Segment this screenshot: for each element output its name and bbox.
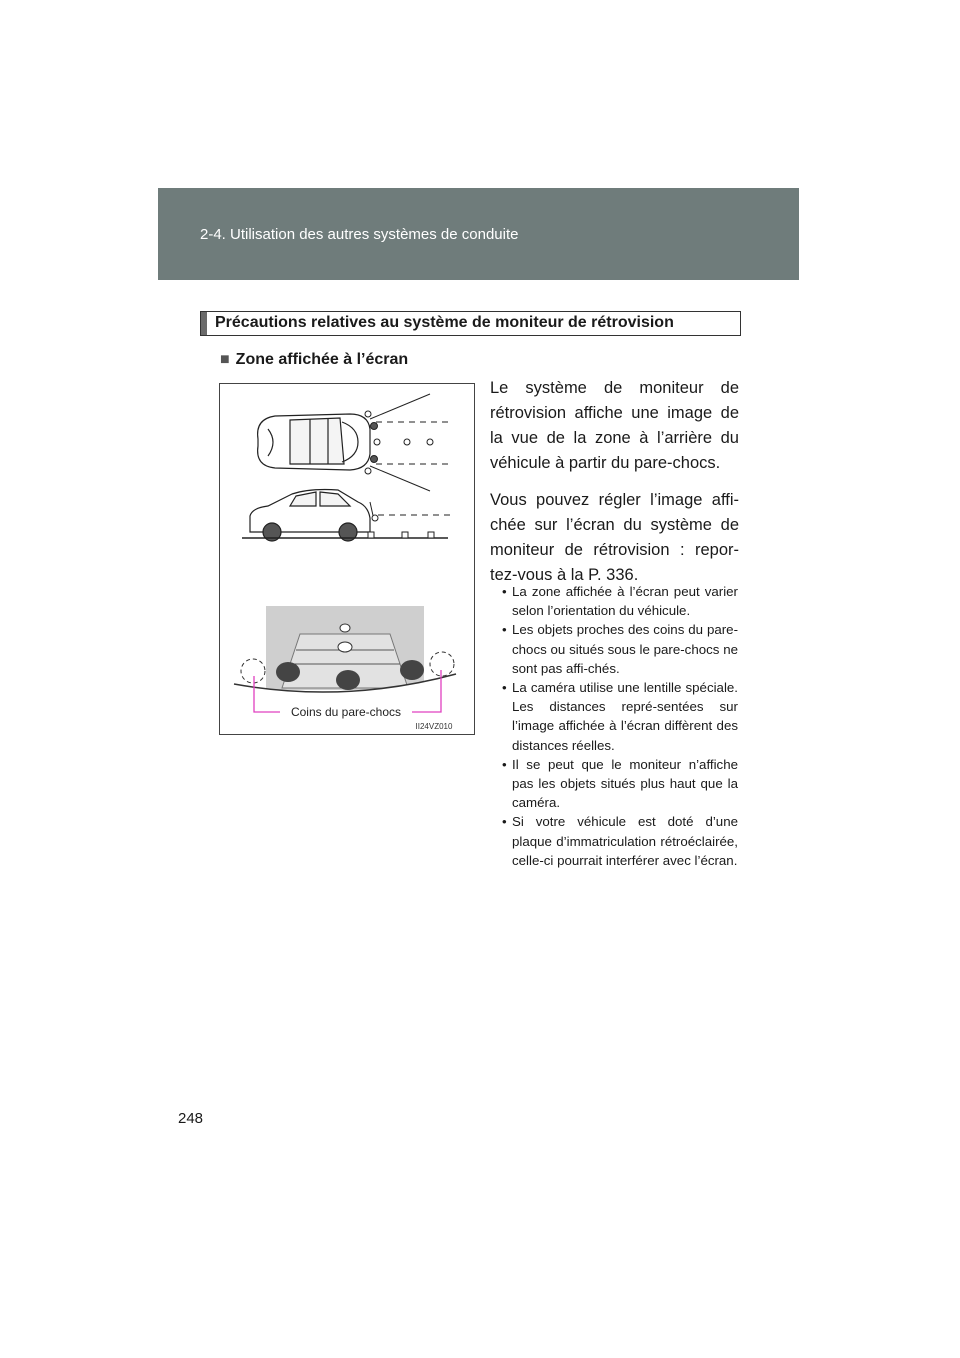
rear-view-figure (219, 383, 475, 735)
marker-circle (374, 439, 380, 445)
page-number: 248 (178, 1110, 204, 1127)
ground-marker (368, 532, 374, 538)
paragraph: Le système de moniteur de rétrovision affiche une image de la vue de la zone à l’arrière du véhicule à partir du pare-chocs. (490, 379, 739, 472)
subheading-text: Zone affichée à l’écran (235, 351, 409, 368)
corner-circle-right (430, 652, 454, 676)
car-side-view (250, 490, 370, 542)
marker-circle (404, 439, 410, 445)
marker-circle (365, 411, 371, 417)
paragraph: Vous pouvez régler l’image affi-chée sur l’écran du système de moniteur de rétrovision : repor-tez-vous à la P. 336. (490, 491, 739, 584)
marker-circle (365, 468, 371, 474)
section-title-bar (201, 312, 207, 335)
view-angle-line-bottom (370, 466, 430, 491)
callout-label: Coins du pare-chocs (290, 705, 402, 719)
note-item: • Les objets proches des coins du pare-chocs ou situés sous le pare-chocs ne sont pas affi-chés. (498, 620, 738, 678)
body-text (490, 376, 739, 600)
note-item: • Il se peut que le moniteur n’affiche pas les objets situés plus haut que la caméra. (498, 755, 738, 813)
view-angle-line-top (370, 394, 430, 419)
notes-list (498, 582, 738, 870)
ground-marker (402, 532, 408, 538)
corner-circle-left (241, 659, 265, 683)
running-header: 2-4. Utilisation des autres systèmes de conduite (200, 226, 519, 243)
section-title-box (200, 311, 741, 336)
note-item: • La caméra utilise une lentille spéciale. Les distances repré-sentées sur l’image affichée à l’écran diffèrent des distances réelles. (498, 678, 738, 755)
note-item: • Si votre véhicule est doté d’une plaque d’immatriculation rétroéclairée, celle-ci pourrait interférer avec l’écran. (498, 812, 738, 870)
marker-circle (372, 515, 378, 521)
marker-dot (371, 423, 378, 430)
note-item: • La zone affichée à l’écran peut varier selon l’orientation du véhicule. (498, 582, 738, 620)
car-top-view (258, 414, 370, 470)
marker-circle (427, 439, 433, 445)
section-title: Précautions relatives au système de moniteur de rétrovision (215, 314, 674, 331)
figure-illustration (220, 384, 474, 734)
header-band (158, 188, 799, 280)
subheading (220, 351, 408, 369)
marker-dot (371, 456, 378, 463)
figure-code: II24VZ010 (415, 722, 453, 731)
square-bullet-icon: ■ (220, 351, 230, 368)
ground-marker (428, 532, 434, 538)
